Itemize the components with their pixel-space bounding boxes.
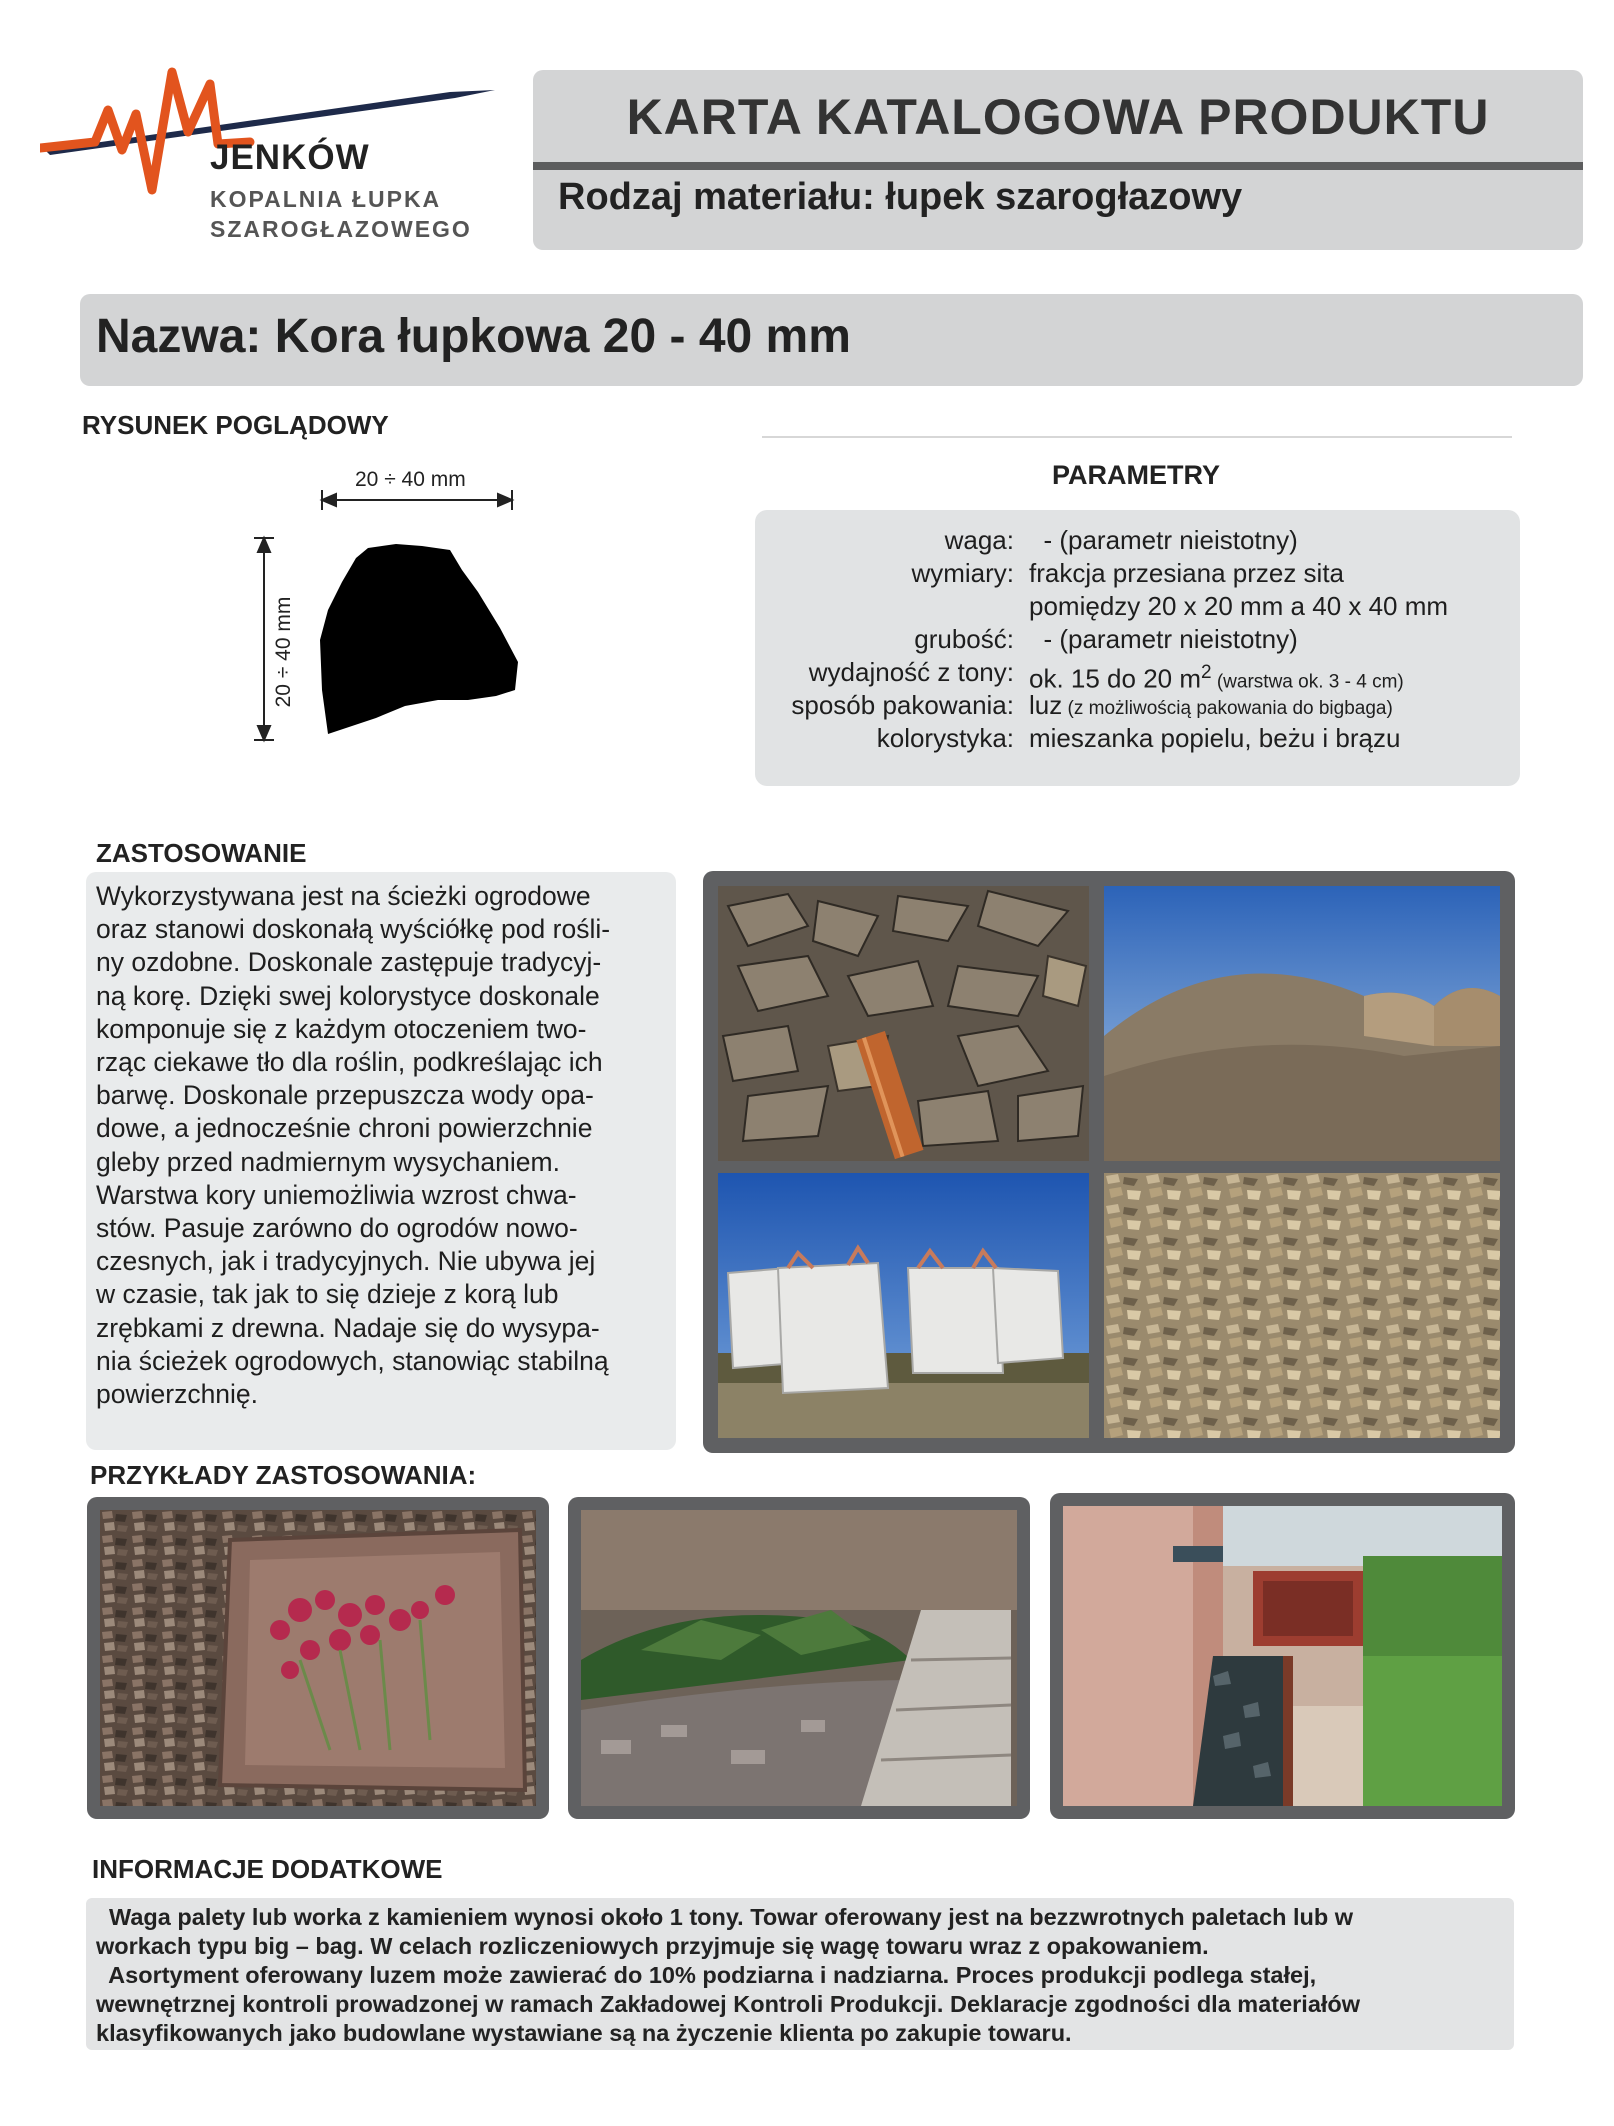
param-row [755,689,1520,722]
examples-heading: PRZYKŁADY ZASTOSOWANIA: [90,1460,477,1490]
page-title: KARTA KATALOGOWA PRODUKTU [626,89,1490,145]
photo-example-path [581,1510,1017,1806]
logo-subtitle-line1: KOPALNIA ŁUPKA [210,186,442,212]
additional-info-line: klasyfikowanych jako budowlane wystawiane są na życzenie klienta po zakupie towaru. [96,2020,1072,2046]
param-label: grubość: [914,624,1014,654]
usage-line: barwę. Doskonale przepuszcza wody opa- [96,1080,594,1111]
photo-bigbags [718,1173,1089,1438]
usage-line: w czasie, tak jak to się dzieje z korą lub [96,1279,559,1310]
param-label: waga: [944,525,1014,555]
product-name: Nazwa: Kora łupkowa 20 - 40 mm [96,310,851,363]
param-label: wymiary: [911,558,1014,588]
param-value: pomiędzy 20 x 20 mm a 40 x 40 mm [1029,591,1449,621]
param-value: luz [1029,690,1063,720]
usage-panel [86,872,676,1450]
usage-line: Wykorzystywana jest na ścieżki ogrodowe [96,881,591,911]
logo-wordmark: JENKÓW [210,138,370,177]
usage-line: stów. Pasuje zarówno do ogrodów nowo- [96,1213,578,1244]
additional-info-line: Asortyment oferowany luzem może zawierać do 10% podziarna i nadziarna. Proces produkcji podlega stałej, [96,1962,1317,1988]
param-value: frakcja przesiana przez sita [1029,558,1345,588]
photo-gravel-heap [1104,886,1500,1161]
param-row [755,656,1520,694]
logo-mark-icon [40,62,500,202]
height-dimension-label: 20 ÷ 40 mm [272,596,295,708]
param-note: (z możliwością pakowania do bigbaga) [1062,698,1393,719]
company-logo [40,62,520,252]
usage-line: nia ścieżek ogrodowych, stanowiąc stabilną [96,1345,609,1376]
param-value: - (parametr nieistotny) [1029,624,1298,654]
usage-line: gleby przed nadmiernym wysychaniem. [96,1146,560,1177]
param-row [755,722,1520,755]
param-value-group [1029,689,1393,725]
usage-line: komponuje się z każdym otoczeniem two- [96,1013,587,1044]
param-row [755,590,1520,623]
additional-info-line: wewnętrznej kontroli prowadzonej w ramach Zakładowej Kontroli Produkcji. Deklaracje zgodności dla materiałów [96,1991,1361,2017]
parameters-divider [762,436,1512,438]
additional-info-line: Waga palety lub worka z kamieniem wynosi około 1 tony. Towar oferowany jest na bezzwrotnych paletach lub w [96,1904,1354,1930]
param-unit-superscript: 2 [1201,662,1212,683]
width-dimension-label: 20 ÷ 40 mm [355,468,466,491]
product-name-panel [80,294,1583,386]
param-value: mieszanka popielu, beżu i brązu [1029,723,1401,753]
usage-text [96,880,672,1411]
additional-info-heading: INFORMACJE DODATKOWE [92,1854,443,1884]
param-row [755,557,1520,590]
param-value: - (parametr nieistotny) [1029,525,1298,555]
param-row [755,524,1520,557]
photo-example-heather [100,1510,536,1806]
usage-line: dowe, a jednocześnie chroni powierzchnie [96,1113,593,1144]
stone-drawing [200,460,560,760]
drawing-heading: RYSUNEK POGLĄDOWY [82,410,389,440]
additional-info-line: workach typu big – bag. W celach rozliczeniowych przyjmuje się wagę towaru wraz z opakowaniem. [96,1933,1209,1959]
parameters-panel [755,510,1520,786]
usage-line: rząc ciekawe tło dla roślin, podkreślając ich [96,1047,603,1078]
usage-line: ną korę. Dzięki swej kolorystyce doskonale [96,980,600,1011]
param-label: sposób pakowania: [791,690,1014,720]
param-row [755,623,1520,656]
usage-line: powierzchnię. [96,1379,259,1410]
logo-subtitle-line2: SZAROGŁAZOWEGO [210,216,472,242]
parameters-heading: PARAMETRY [1052,460,1220,490]
usage-line: czesnych, jak i tradycyjnych. Nie ubywa jej [96,1246,596,1277]
photo-gravel-texture [1104,1173,1500,1438]
additional-info-panel [86,1898,1514,2050]
header-panel [533,70,1583,250]
param-value: ok. 15 do 20 m [1029,663,1201,694]
header-divider [533,162,1583,170]
photo-slate-closeup [718,886,1089,1161]
example-photo-frame [568,1497,1030,1819]
product-photo-grid [703,871,1515,1453]
usage-line: oraz stanowi doskonałą wyściółkę pod rośli- [96,914,611,945]
photo-example-building [1063,1506,1502,1806]
usage-line: ny ozdobne. Doskonale zastępuje tradycyj- [96,947,602,978]
usage-line: zrębkami z drewna. Nadaje się do wysypa- [96,1312,600,1343]
example-photo-frame [1050,1493,1515,1819]
param-label: wydajność z tony: [808,657,1014,687]
additional-info-text [96,1903,1508,2048]
usage-line: Warstwa kory uniemożliwia wzrost chwa- [96,1179,577,1210]
height-dimension-arrow [254,538,274,740]
width-dimension-arrow [322,490,512,510]
example-photo-frame [87,1497,549,1819]
usage-heading: ZASTOSOWANIE [96,838,307,868]
param-label: kolorystyka: [876,723,1014,753]
material-type: Rodzaj materiału: łupek szarogłazowy [558,176,1243,218]
stone-silhouette [320,544,518,734]
param-note: (warstwa ok. 3 - 4 cm) [1211,671,1404,693]
